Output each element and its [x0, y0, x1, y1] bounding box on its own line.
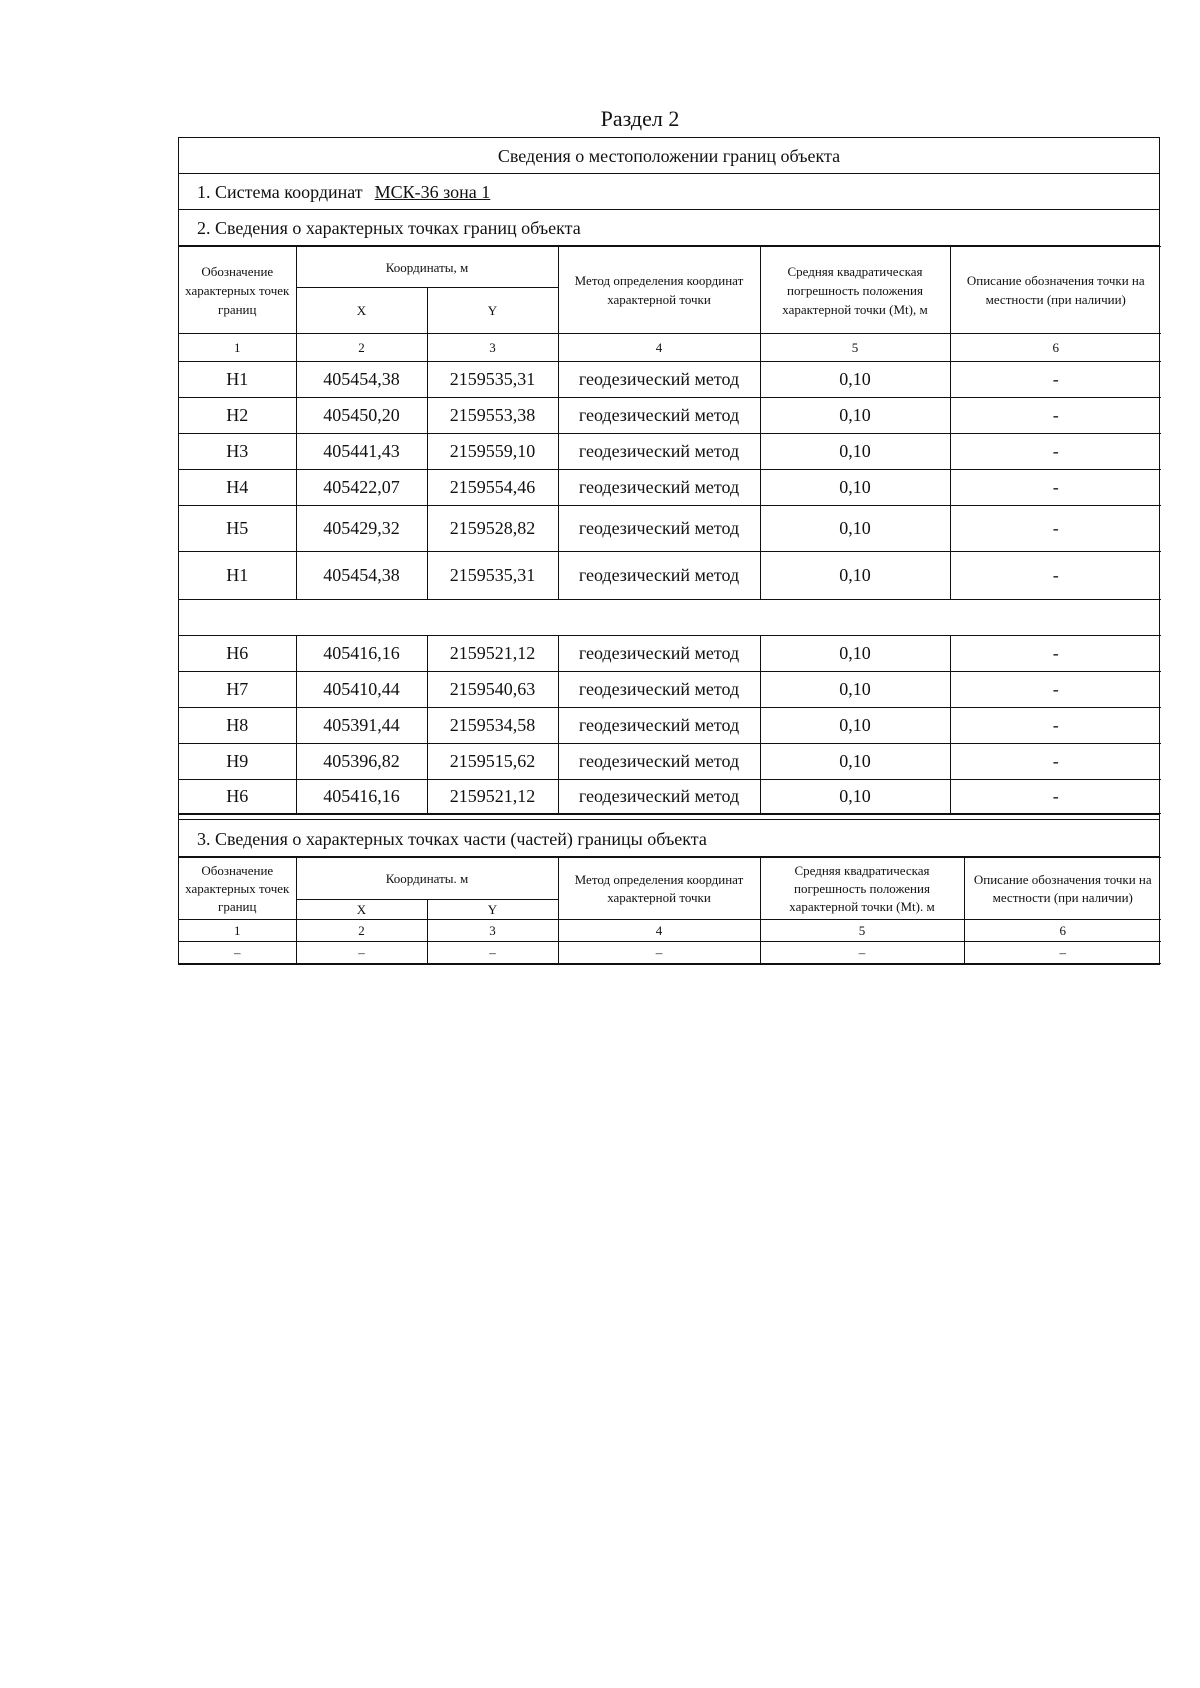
column-number: 6	[950, 334, 1161, 362]
point-name: Н6	[179, 780, 296, 814]
point-name: Н8	[179, 708, 296, 744]
point-description: -	[950, 744, 1161, 780]
table-row	[179, 672, 1161, 708]
table-row	[179, 434, 1161, 470]
point-method: геодезический метод	[558, 434, 760, 470]
point-x: 405441,43	[296, 434, 427, 470]
point-error: 0,10	[760, 506, 950, 552]
parts-table	[179, 857, 1161, 964]
point-x: 405416,16	[296, 636, 427, 672]
point-x: 405422,07	[296, 470, 427, 506]
point-x: 405429,32	[296, 506, 427, 552]
header-error: Средняя квадратическая погрешность положения характерной точки (Mt), м	[760, 247, 950, 334]
parts-cell: –	[558, 942, 760, 964]
point-y: 2159559,10	[427, 434, 558, 470]
point-error: 0,10	[760, 636, 950, 672]
point-description: -	[950, 780, 1161, 814]
point-x: 405454,38	[296, 552, 427, 600]
point-error: 0,10	[760, 434, 950, 470]
coord-system-value: МСК-36 зона 1	[374, 182, 491, 202]
point-description: -	[950, 398, 1161, 434]
parts-cell: –	[427, 942, 558, 964]
point-name: Н5	[179, 506, 296, 552]
parts-header-designation: Обозначение характерных точек границ	[179, 858, 296, 920]
column-number: 5	[760, 334, 950, 362]
column-number: 6	[964, 920, 1161, 942]
table-row	[179, 398, 1161, 434]
point-method: геодезический метод	[558, 552, 760, 600]
point-y: 2159535,31	[427, 552, 558, 600]
coord-system-row	[179, 174, 1159, 210]
point-description: -	[950, 434, 1161, 470]
point-method: геодезический метод	[558, 708, 760, 744]
column-number: 2	[296, 920, 427, 942]
point-method: геодезический метод	[558, 506, 760, 552]
point-description: -	[950, 672, 1161, 708]
column-number: 1	[179, 920, 296, 942]
point-method: геодезический метод	[558, 470, 760, 506]
point-description: -	[950, 470, 1161, 506]
parts-cell: –	[179, 942, 296, 964]
point-error: 0,10	[760, 362, 950, 398]
point-x: 405391,44	[296, 708, 427, 744]
point-method: геодезический метод	[558, 780, 760, 814]
parts-header-description: Описание обозначения точки на местности (при наличии)	[964, 858, 1161, 920]
point-y: 2159540,63	[427, 672, 558, 708]
point-name: Н3	[179, 434, 296, 470]
point-method: геодезический метод	[558, 362, 760, 398]
point-y: 2159521,12	[427, 636, 558, 672]
point-error: 0,10	[760, 780, 950, 814]
column-number: 5	[760, 920, 964, 942]
section-title: Раздел 2	[600, 106, 680, 131]
point-y: 2159534,58	[427, 708, 558, 744]
point-error: 0,10	[760, 672, 950, 708]
point-error: 0,10	[760, 552, 950, 600]
point-y: 2159554,46	[427, 470, 558, 506]
table-row	[179, 780, 1161, 814]
point-error: 0,10	[760, 744, 950, 780]
column-number: 1	[179, 334, 296, 362]
header-method: Метод определения координат характерной точки	[558, 247, 760, 334]
point-method: геодезический метод	[558, 672, 760, 708]
column-number: 2	[296, 334, 427, 362]
point-name: Н1	[179, 552, 296, 600]
header-x: X	[296, 288, 427, 334]
parts-header-error: Средняя квадратическая погрешность положения характерной точки (Mt). м	[760, 858, 964, 920]
header-designation: Обозначение характерных точек границ	[179, 247, 296, 334]
table-row	[179, 470, 1161, 506]
point-x: 405416,16	[296, 780, 427, 814]
point-name: Н4	[179, 470, 296, 506]
point-description: -	[950, 636, 1161, 672]
point-y: 2159553,38	[427, 398, 558, 434]
parts-header-x: X	[296, 900, 427, 920]
point-name: Н9	[179, 744, 296, 780]
point-method: геодезический метод	[558, 636, 760, 672]
point-name: Н6	[179, 636, 296, 672]
parts-header-y: Y	[427, 900, 558, 920]
table-row	[179, 636, 1161, 672]
point-name: Н7	[179, 672, 296, 708]
coord-system-label: 1. Система координат	[197, 182, 363, 202]
header-coordinates: Координаты, м	[296, 247, 558, 288]
point-description: -	[950, 506, 1161, 552]
point-y: 2159535,31	[427, 362, 558, 398]
table-row	[179, 362, 1161, 398]
point-method: геодезический метод	[558, 398, 760, 434]
table-row	[179, 552, 1161, 600]
point-error: 0,10	[760, 398, 950, 434]
table-row	[179, 942, 1161, 964]
parts-title: 3. Сведения о характерных точках части (частей) границы объекта	[179, 819, 1159, 857]
point-x: 405410,44	[296, 672, 427, 708]
parts-cell: –	[760, 942, 964, 964]
point-y: 2159528,82	[427, 506, 558, 552]
point-description: -	[950, 552, 1161, 600]
point-y: 2159521,12	[427, 780, 558, 814]
header-y: Y	[427, 288, 558, 334]
point-y: 2159515,62	[427, 744, 558, 780]
table-row	[179, 708, 1161, 744]
point-x: 405396,82	[296, 744, 427, 780]
parts-cell: –	[296, 942, 427, 964]
column-number: 4	[558, 920, 760, 942]
header-description: Описание обозначения точки на местности (при наличии)	[950, 247, 1161, 334]
column-number: 3	[427, 334, 558, 362]
parts-header-method: Метод определения координат характерной точки	[558, 858, 760, 920]
point-x: 405450,20	[296, 398, 427, 434]
boundary-info-frame	[178, 137, 1160, 965]
contour-separator-row	[179, 600, 1161, 636]
parts-header-coordinates: Координаты. м	[296, 858, 558, 900]
points-table	[179, 246, 1161, 814]
points-title: 2. Сведения о характерных точках границ объекта	[179, 210, 1159, 246]
column-number: 4	[558, 334, 760, 362]
point-description: -	[950, 362, 1161, 398]
box-title: Сведения о местоположении границ объекта	[179, 138, 1159, 174]
column-number: 3	[427, 920, 558, 942]
point-name: Н1	[179, 362, 296, 398]
point-method: геодезический метод	[558, 744, 760, 780]
contour-separator	[179, 600, 1161, 636]
point-description: -	[950, 708, 1161, 744]
table-row	[179, 506, 1161, 552]
table-row	[179, 744, 1161, 780]
parts-cell: –	[964, 942, 1161, 964]
point-error: 0,10	[760, 708, 950, 744]
point-x: 405454,38	[296, 362, 427, 398]
point-error: 0,10	[760, 470, 950, 506]
point-name: Н2	[179, 398, 296, 434]
